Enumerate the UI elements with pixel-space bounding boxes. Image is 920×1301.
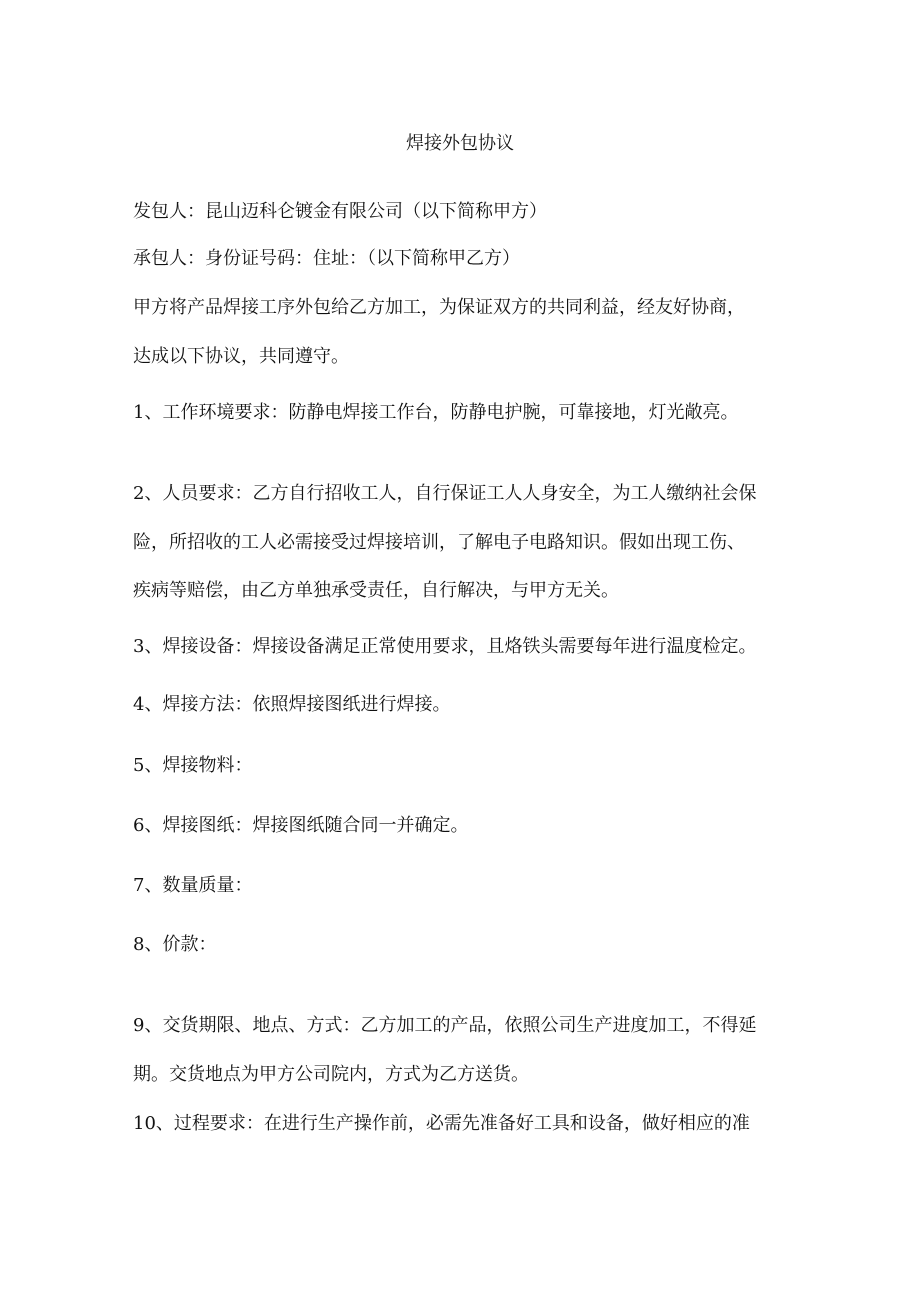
party-a-line: 发包人：昆山迈科仑镀金有限公司（以下简称甲方） [133, 201, 547, 222]
clause-4: 4、焊接方法：依照焊接图纸进行焊接。 [133, 694, 451, 715]
clause-2-line-2: 险，所招收的工人必需接受过焊接培训，了解电子电路知识。假如出现工伤、 [133, 532, 745, 553]
clause-1: 1、工作环境要求：防静电焊接工作台，防静电护腕，可靠接地，灯光敞亮。 [133, 402, 739, 423]
party-b-line: 承包人：身份证号码：住址：（以下简称甲乙方） [133, 248, 520, 269]
clause-2-line-1: 2、人员要求：乙方自行招收工人，自行保证工人人身安全，为工人缴纳社会保 [133, 483, 757, 504]
preamble-line-2: 达成以下协议，共同遵守。 [133, 346, 349, 367]
preamble-line-1: 甲方将产品焊接工序外包给乙方加工，为保证双方的共同利益，经友好协商， [133, 297, 745, 318]
clause-6: 6、焊接图纸：焊接图纸随合同一并确定。 [133, 815, 469, 836]
document-title: 焊接外包协议 [406, 133, 514, 154]
clause-2-line-3: 疾病等赔偿，由乙方单独承受责任，自行解决，与甲方无关。 [133, 580, 619, 601]
clause-9-line-2: 期。交货地点为甲方公司院内，方式为乙方送货。 [133, 1064, 529, 1085]
clause-9-line-1: 9、交货期限、地点、方式：乙方加工的产品，依照公司生产进度加工，不得延 [133, 1015, 757, 1036]
clause-3: 3、焊接设备：焊接设备满足正常使用要求，且烙铁头需要每年进行温度检定。 [133, 636, 757, 657]
clause-7: 7、数量质量： [133, 875, 253, 896]
clause-5: 5、焊接物料： [133, 755, 253, 776]
clause-10-line-1: 10、过程要求：在进行生产操作前，必需先准备好工具和设备，做好相应的准 [133, 1113, 750, 1134]
clause-8: 8、价款： [133, 934, 217, 955]
